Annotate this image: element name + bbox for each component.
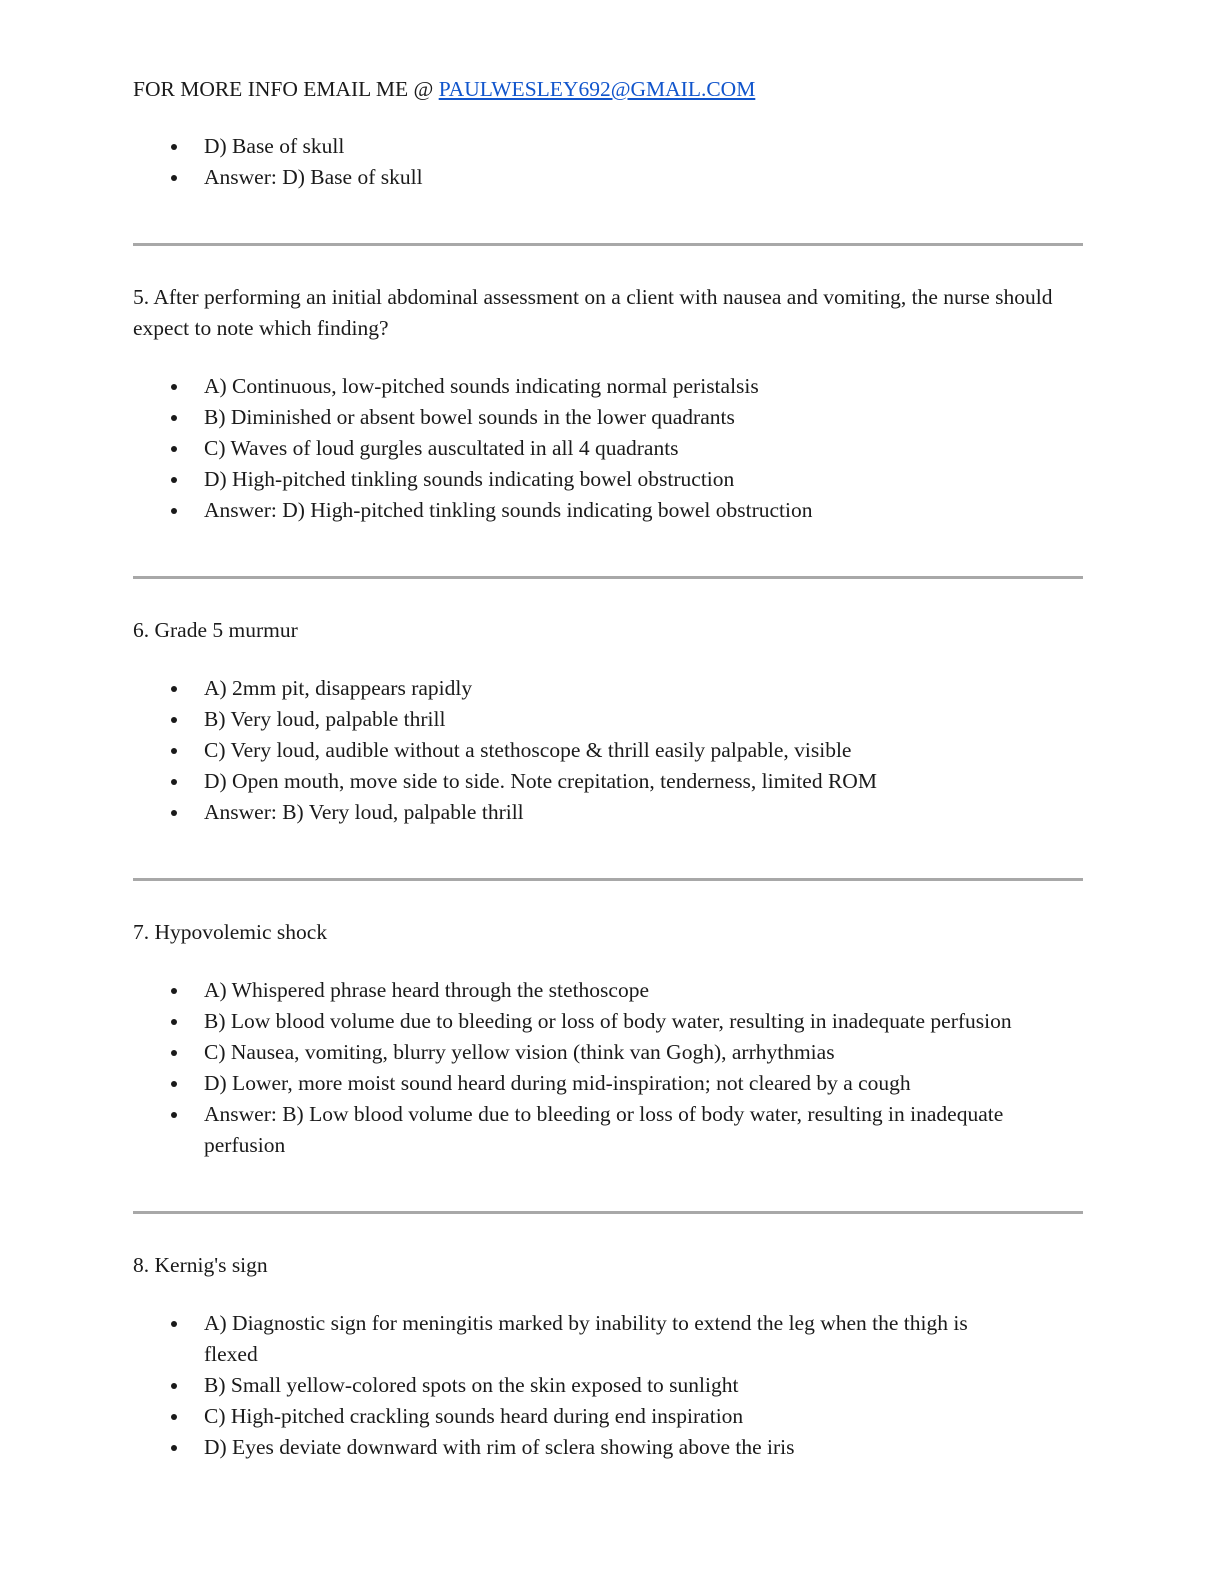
- q5-answer: Answer: D) High-pitched tinkling sounds indicating bowel obstruction: [133, 495, 1083, 526]
- q7-stem: 7. Hypovolemic shock: [133, 920, 328, 944]
- q6-option-c: C) Very loud, audible without a stethoscope & thrill easily palpable, visible: [133, 735, 1083, 766]
- document-page: [133, 74, 1083, 1463]
- q5-stem: 5. After performing an initial abdominal assessment on a client with nausea and vomiting, the nurse should expect to note which finding?: [133, 285, 1053, 340]
- q7-option-c: C) Nausea, vomiting, blurry yellow vision (think van Gogh), arrhythmias: [133, 1037, 1083, 1068]
- q6-option-d: D) Open mouth, move side to side. Note crepitation, tenderness, limited ROM: [133, 766, 1083, 797]
- q7-answer: Answer: B) Low blood volume due to bleeding or loss of body water, resulting in inadequate perfusion: [133, 1099, 1083, 1161]
- contact-header: [133, 74, 1083, 105]
- q5-option-d: D) High-pitched tinkling sounds indicating bowel obstruction: [133, 464, 1083, 495]
- q7-option-d: D) Lower, more moist sound heard during mid-inspiration; not cleared by a cough: [133, 1068, 1083, 1099]
- q8-stem: 8. Kernig's sign: [133, 1253, 268, 1277]
- q4-answer: Answer: D) Base of skull: [133, 162, 1083, 193]
- q8-option-c: C) High-pitched crackling sounds heard during end inspiration: [133, 1401, 1083, 1432]
- q7-option-a: A) Whispered phrase heard through the stethoscope: [133, 975, 1083, 1006]
- q8-options: [133, 1308, 1083, 1463]
- contact-prefix: FOR MORE INFO EMAIL ME @: [133, 77, 439, 101]
- q8-option-b: B) Small yellow-colored spots on the skin exposed to sunlight: [133, 1370, 1083, 1401]
- q6-stem: 6. Grade 5 murmur: [133, 618, 298, 642]
- q5-option-c: C) Waves of loud gurgles auscultated in all 4 quadrants: [133, 433, 1083, 464]
- q7-options: [133, 975, 1083, 1161]
- q7-option-b: B) Low blood volume due to bleeding or loss of body water, resulting in inadequate perfusion: [133, 1006, 1083, 1037]
- q5-option-a: A) Continuous, low-pitched sounds indicating normal peristalsis: [133, 371, 1083, 402]
- q6-options: [133, 673, 1083, 828]
- q4-options: [133, 131, 1083, 193]
- q5-option-b: B) Diminished or absent bowel sounds in the lower quadrants: [133, 402, 1083, 433]
- q8-option-a: A) Diagnostic sign for meningitis marked by inability to extend the leg when the thigh is flexed: [133, 1308, 1083, 1370]
- q6-answer: Answer: B) Very loud, palpable thrill: [133, 797, 1083, 828]
- email-link[interactable]: PAULWESLEY692@GMAIL.COM: [438, 77, 756, 101]
- q5-options: [133, 371, 1083, 526]
- q6-option-b: B) Very loud, palpable thrill: [133, 704, 1083, 735]
- q6-option-a: A) 2mm pit, disappears rapidly: [133, 673, 1083, 704]
- q4-option-d: D) Base of skull: [133, 131, 1083, 162]
- q8-option-d: D) Eyes deviate downward with rim of sclera showing above the iris: [133, 1432, 1083, 1463]
